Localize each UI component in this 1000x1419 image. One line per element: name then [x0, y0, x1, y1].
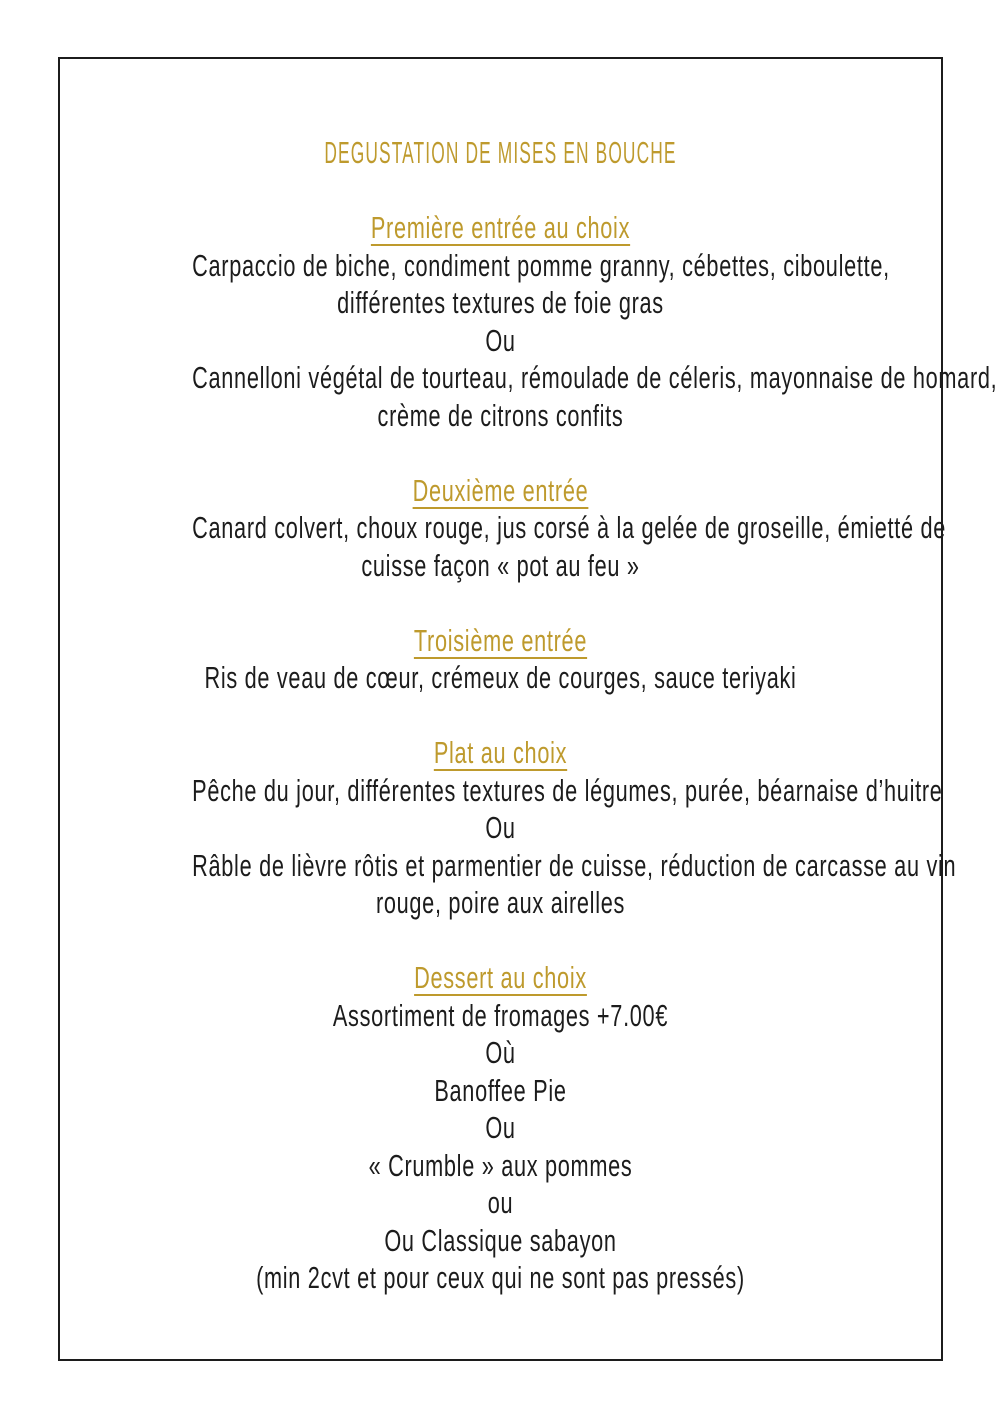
menu-line: Ris de veau de cœur, crémeux de courges, sauce teriyaki — [204, 660, 797, 695]
menu-line: Ou — [485, 810, 516, 845]
menu-frame — [58, 57, 998, 1361]
menu-line: Ou — [485, 1110, 516, 1145]
menu-line: cuisse façon « pot au feu » — [361, 547, 640, 583]
menu-line: Cannelloni végétal de tourteau, rémoulade de céleris, mayonnaise de homard, — [192, 360, 998, 395]
menu-line: Banoffee Pie — [434, 1072, 567, 1108]
menu-line: Carpaccio de biche, condiment pomme granny, cébettes, ciboulette, — [192, 247, 890, 283]
spacer-line — [192, 434, 809, 472]
section-heading: Dessert au choix — [414, 960, 587, 995]
menu-sections — [60, 172, 998, 1297]
menu-line: (min 2cvt et pour ceux qui ne sont pas pressés) — [256, 1260, 745, 1295]
menu-line: Pêche du jour, différentes textures de légumes, purée, béarnaise d’huitre — [192, 772, 943, 808]
section-heading: Deuxième entrée — [412, 472, 589, 508]
menu-line: Râble de lièvre rôtis et parmentier de cuisse, réduction de carcasse au vin — [192, 847, 957, 883]
menu-line: Assortiment de fromages +7.00€ — [332, 997, 669, 1033]
menu-title: DEGUSTATION DE MISES EN BOUCHE — [324, 135, 677, 170]
section-heading: Plat au choix — [433, 735, 568, 770]
section-heading: Première entrée au choix — [370, 210, 631, 245]
menu-line: ou — [487, 1185, 514, 1220]
menu-line: rouge, poire aux airelles — [375, 885, 626, 920]
menu-line: différentes textures de foie gras — [337, 285, 664, 320]
menu-line: Où — [485, 1035, 516, 1070]
spacer-line — [192, 172, 809, 210]
spacer-line — [192, 697, 809, 735]
menu-line: « Crumble » aux pommes — [368, 1147, 633, 1183]
section-heading: Troisième entrée — [413, 622, 588, 658]
spacer-line — [192, 922, 809, 960]
menu-line: crème de citrons confits — [377, 397, 624, 433]
menu-line: Canard colvert, choux rouge, jus corsé à la gelée de groseille, émietté de — [192, 510, 946, 545]
spacer-line — [192, 584, 809, 622]
menu-line: Ou Classique sabayon — [384, 1222, 617, 1258]
menu-content — [60, 59, 998, 1297]
menu-line: Ou — [485, 322, 516, 358]
